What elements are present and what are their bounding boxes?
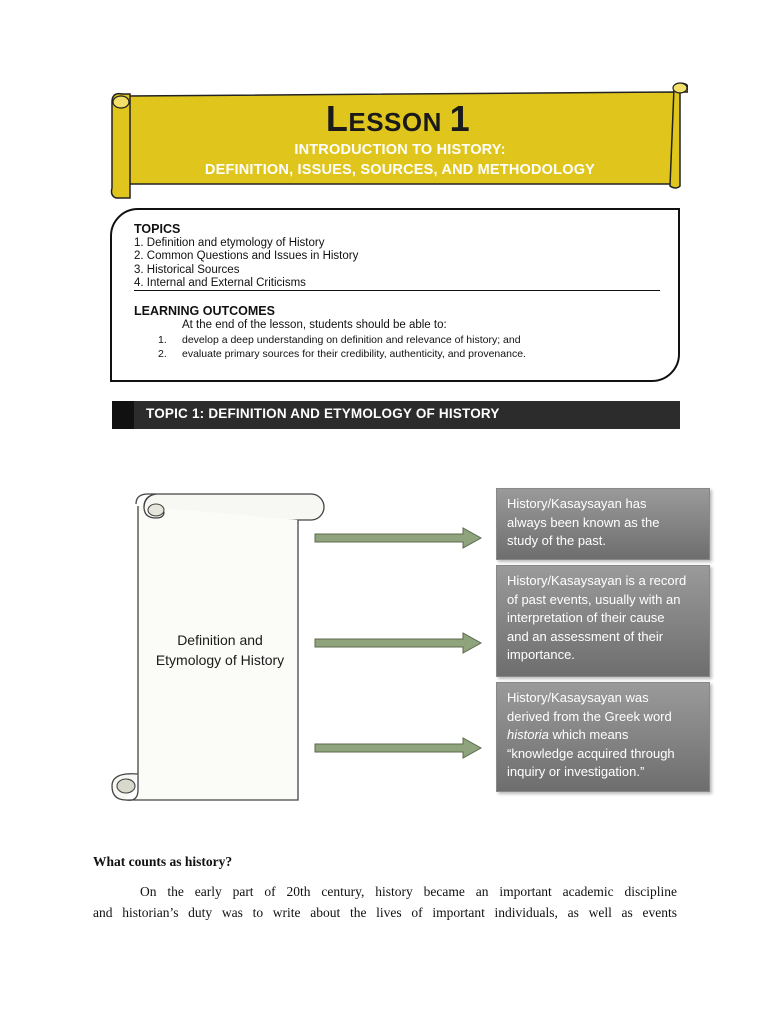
outcome-item — [158, 334, 521, 346]
outcomes-intro: At the end of the lesson, students should be able to: — [182, 319, 447, 331]
divider — [134, 290, 660, 291]
info-box — [496, 565, 710, 677]
paragraph-line: and historian’s duty was to write about the lives of important individuals, as well as events — [93, 905, 677, 920]
topic-bar-tab — [112, 401, 134, 429]
info-line: importance. — [507, 647, 575, 662]
outcome-number: 2. — [158, 348, 167, 360]
info-box — [496, 682, 710, 792]
info-line: and an assessment of their — [507, 628, 664, 644]
info-line: always been known as the — [507, 514, 660, 530]
topic-item: 3. Historical Sources — [134, 264, 240, 276]
info-line: of past events, usually with an — [507, 591, 681, 607]
info-line: interpretation of their cause — [507, 610, 665, 625]
italic-word: historia — [507, 727, 549, 742]
info-line: “knowledge acquired through — [507, 745, 675, 761]
info-line: inquiry or investigation.” — [507, 764, 645, 779]
outcome-number: 1. — [158, 334, 167, 346]
outcome-text: develop a deep understanding on definition and relevance of history; and — [182, 334, 521, 346]
section-heading: What counts as history? — [93, 854, 233, 869]
arrow-right-icon — [313, 631, 483, 655]
info-line: study of the past. — [507, 533, 607, 548]
info-box — [496, 488, 710, 560]
lesson-subtitle-line1: INTRODUCTION TO HISTORY: — [294, 142, 506, 158]
outcome-item — [158, 348, 526, 360]
info-line — [507, 726, 699, 745]
topic-header-label: TOPIC 1: DEFINITION AND ETYMOLOGY OF HISTORY — [146, 406, 500, 421]
topic-item: 4. Internal and External Criticisms — [134, 277, 306, 289]
lesson-subtitle-line2: DEFINITION, ISSUES, SOURCES, AND METHODOLOGY — [204, 162, 596, 178]
topic-header-bar — [112, 401, 680, 429]
lesson-title: LESSON 1 — [325, 98, 471, 139]
info-line-rest: which means — [548, 727, 629, 742]
info-line: derived from the Greek word — [507, 708, 672, 724]
info-line: History/Kasaysayan was — [507, 690, 649, 705]
arrow-right-icon — [313, 526, 483, 550]
topics-heading: TOPICS — [134, 222, 181, 236]
outcome-text: evaluate primary sources for their credibility, authenticity, and provenance. — [182, 348, 526, 360]
info-line: History/Kasaysayan is a record — [507, 573, 687, 588]
scroll-label — [140, 630, 300, 670]
topic-item: 2. Common Questions and Issues in History — [134, 250, 359, 262]
topic-item: 1. Definition and etymology of History — [134, 237, 325, 249]
topics-box — [110, 208, 680, 382]
arrow-right-icon — [313, 736, 483, 760]
info-line: History/Kasaysayan has — [507, 496, 647, 511]
scroll-label-line2: Etymology of History — [155, 652, 285, 668]
outcomes-heading: LEARNING OUTCOMES — [134, 304, 275, 318]
scroll-label-line1: Definition and — [177, 632, 263, 648]
paragraph-line: On the early part of 20th century, history became an important academic discipline — [140, 884, 677, 899]
